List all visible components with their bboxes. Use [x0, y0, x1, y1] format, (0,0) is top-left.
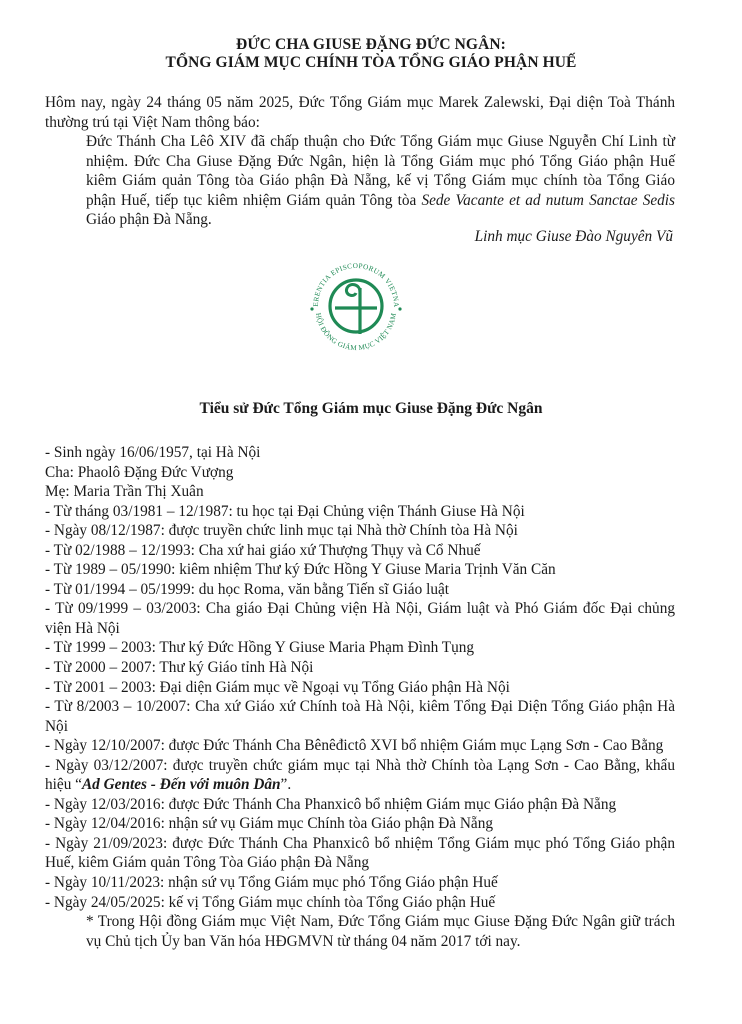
episcopal-conference-logo: [298, 254, 414, 358]
announcement-intro: Hôm nay, ngày 24 tháng 05 năm 2025, Đức Tổng Giám mục Marek Zalewski, Đại diện Toà Thánh thường trú tại Việt Nam thông báo:: [45, 94, 675, 131]
bio-item: - Sinh ngày 16/06/1957, tại Hà Nội: [45, 444, 261, 461]
consecration-end: ”.: [280, 776, 292, 794]
bio-note: * Trong Hội đồng Giám mục Việt Nam, Đức Tổng Giám mục Giuse Đặng Đức Ngân giữ trách vụ Chủ tịch Ủy ban Văn hóa HĐGMVN từ tháng 04 năm 2017 tới nay.: [86, 913, 675, 950]
bio-item: - Từ tháng 03/1981 – 12/1987: tu học tại Đại Chủng viện Thánh Giuse Hà Nội: [45, 502, 525, 520]
bio-item: Cha: Phaolô Đặng Đức Vượng: [45, 463, 234, 481]
bio-item: - Từ 8/2003 – 10/2007: Cha xứ Giáo xứ Chính toà Hà Nội, kiêm Tổng Đại Diện Tổng Giáo phận Hà Nội: [45, 698, 675, 735]
bio-item: - Ngày 21/09/2023: được Đức Thánh Cha Phanxicô bổ nhiệm Tổng Giám mục phó Tổng Giáo phận Huế, kiêm Giám quản Tông Tòa Giáo phận Đà Nẵng: [45, 834, 675, 872]
bio-item: - Ngày 10/11/2023: nhận sứ vụ Tổng Giám mục phó Tổng Giáo phận Huế: [45, 874, 498, 892]
bio-item: Mẹ: Maria Trần Thị Xuân: [45, 483, 204, 501]
bio-item: - Từ 1989 – 05/1990: kiêm nhiệm Thư ký Đức Hồng Y Giuse Maria Trịnh Văn Căn: [45, 561, 556, 579]
bio-item: - Từ 02/1988 – 12/1993: Cha xứ hai giáo xứ Thượng Thụy và Cổ Nhuế: [45, 541, 481, 559]
bio-item-consecration: [45, 756, 675, 795]
latin-phrase: Sede Vacante et ad nutum Sanctae Sedis: [421, 191, 675, 209]
episcopal-motto: Ad Gentes - Đến với muôn Dân: [81, 776, 281, 794]
bio-item: - Từ 2000 – 2007: Thư ký Giáo tỉnh Hà Nội: [45, 659, 314, 677]
consecration-text: - Ngày 03/12/2007: được truyền chức giám mục tại Nhà thờ Chính tòa Lạng Sơn - Cao Bằng, khẩu hiệu “: [45, 756, 675, 794]
bio-item: - Từ 09/1999 – 03/2003: Cha giáo Đại Chủng viện Hà Nội, Giám luật và Phó Giám đốc Đại chủng viện Hà Nội: [45, 600, 675, 637]
bio-item: - Ngày 12/04/2016: nhận sứ vụ Giám mục Chính tòa Giáo phận Đà Nẵng: [45, 815, 494, 833]
biography-heading: Tiểu sử Đức Tổng Giám mục Giuse Đặng Đức Ngân: [199, 400, 543, 417]
bio-item: - Ngày 12/03/2016: được Đức Thánh Cha Phanxicô bổ nhiệm Giám mục Giáo phận Đà Nẵng: [45, 795, 617, 813]
biography-list: [45, 443, 675, 951]
bio-item: - Từ 1999 – 2003: Thư ký Đức Hồng Y Giuse Maria Phạm Đình Tụng: [45, 639, 475, 657]
bio-item: - Ngày 08/12/1987: được truyền chức linh mục tại Nhà thờ Chính tòa Hà Nội: [45, 522, 518, 540]
bio-item: - Ngày 24/05/2025: kế vị Tổng Giám mục chính tòa Tổng Giáo phận Huế: [45, 893, 496, 911]
bio-item: - Ngày 12/10/2007: được Đức Thánh Cha Bênêđictô XVI bổ nhiệm Giám mục Lạng Sơn - Cao Bằng: [45, 737, 664, 755]
document-title-line-1: ĐỨC CHA GIUSE ĐẶNG ĐỨC NGÂN:: [236, 36, 506, 53]
announcement-body: [45, 132, 675, 230]
logo-inner-text: HỘI ĐỒNG GIÁM MỤC VIỆT NAM: [314, 312, 398, 353]
bio-item: - Từ 2001 – 2003: Đại diện Giám mục về Ngoại vụ Tổng Giáo phận Hà Nội: [45, 678, 510, 696]
logo-outer-text: ERENTIA EPISCOPORUM VIETNA: [311, 261, 401, 308]
logo-emblem-icon: [330, 280, 382, 334]
logo-svg: [298, 254, 414, 358]
announcement-body-end: Giáo phận Đà Nẵng.: [86, 211, 212, 228]
announcement-body-text: Đức Thánh Cha Lêô XIV đã chấp thuận cho Đức Tổng Giám mục Giuse Nguyễn Chí Linh từ nhiệm. Đức Cha Giuse Đặng Đức Ngân, hiện là Tổng Giám mục phó Tổng Giáo phận Huế kiêm Giám quản Tông tòa Giáo phận Đà Nẵng, kế vị Tổng Giám mục chính tòa Tổng Giáo phận Huế, tiếp tục kiêm nhiệm Giám quản Tông tòa: [86, 133, 675, 209]
announcement: [45, 93, 675, 230]
document-title-line-2: TỔNG GIÁM MỤC CHÍNH TÒA TỔNG GIÁO PHẬN HUẾ: [165, 54, 577, 71]
signature: Linh mục Giuse Đào Nguyên Vũ: [474, 228, 673, 245]
bio-item: - Từ 01/1994 – 05/1999: du học Roma, văn bằng Tiến sĩ Giáo luật: [45, 580, 450, 598]
